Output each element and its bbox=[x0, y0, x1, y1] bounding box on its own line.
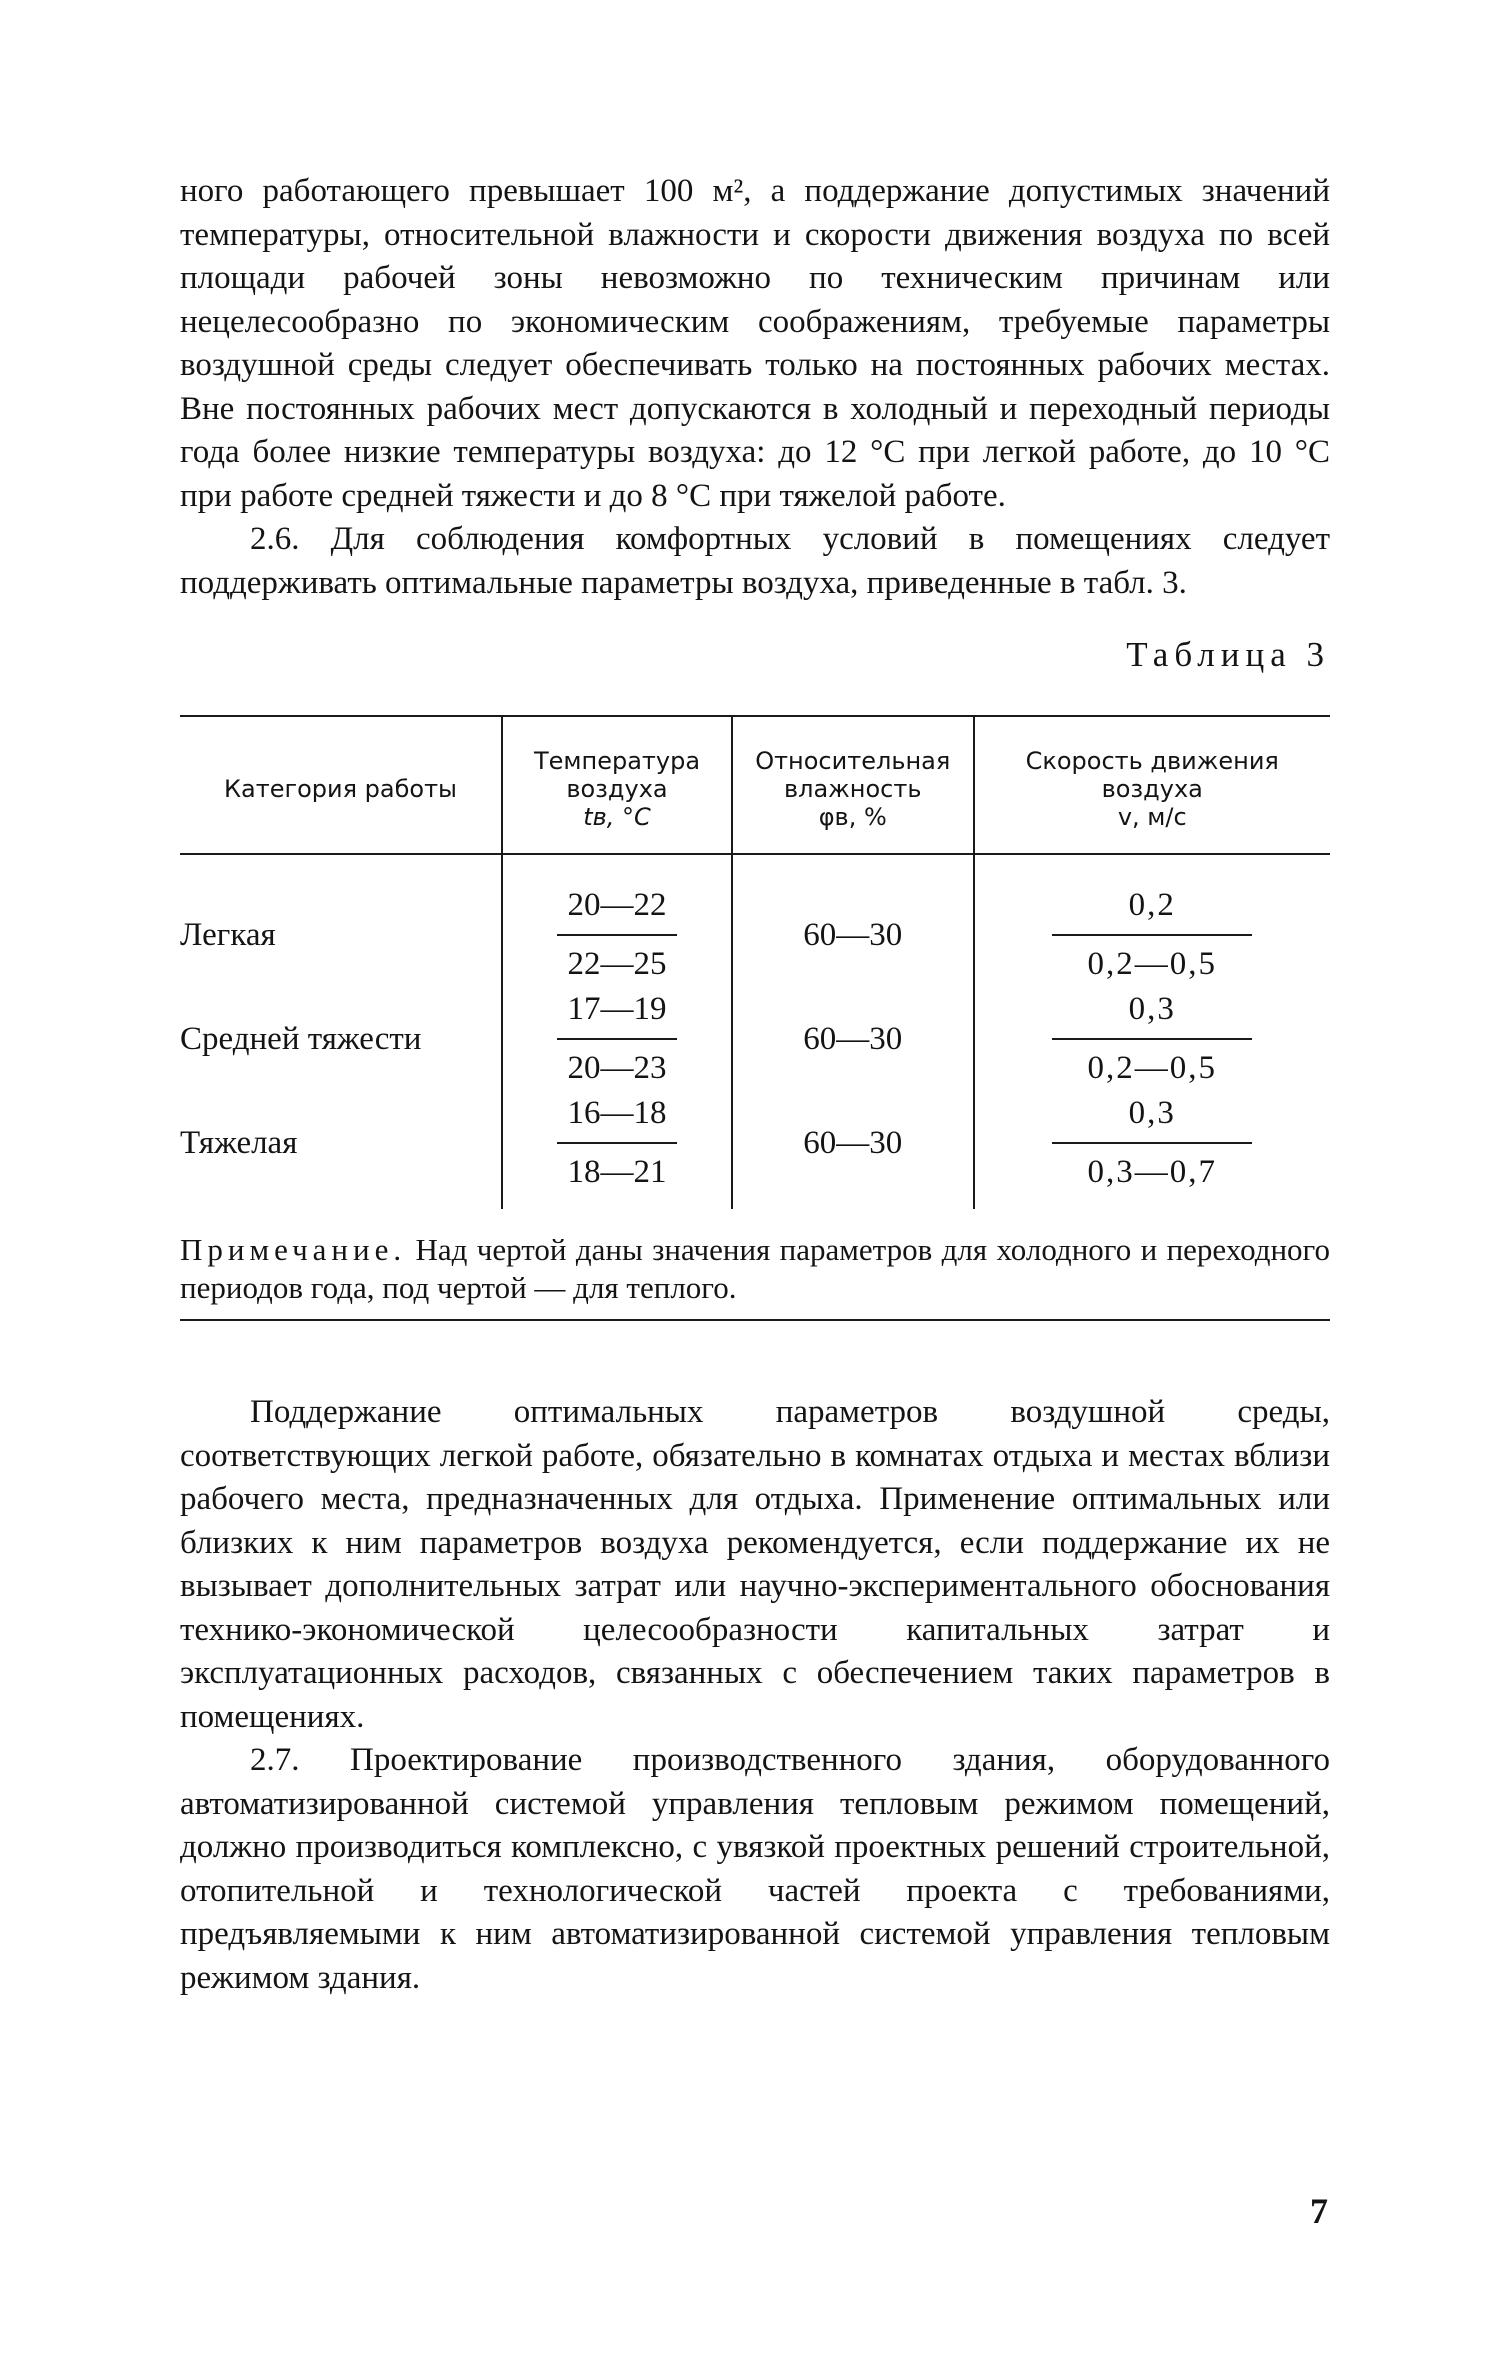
temp-cold-value: 17—19 bbox=[557, 987, 677, 1040]
table-row bbox=[180, 987, 1330, 1091]
header-speed-unit: v, м/с bbox=[1117, 803, 1187, 831]
row-speed bbox=[974, 987, 1331, 1091]
temp-cold-value: 20—22 bbox=[557, 883, 677, 936]
paragraph-continuation: ного работающего превышает 100 м², а поддержание допустимых значений температуры, относительной влажности и скорости движения воздуха по всей площади рабочей зоны невозможно по техническим причинам или нецелесообразно по экономическим соображениям, требуемые параметры воздушной среды следует обеспечивать только на постоянных рабочих местах. Вне постоянных рабочих мест допускаются в холодный и переходный периоды года более низкие температуры воздуха: до 12 °С при легкой работе, до 10 °С при работе средней тяжести и до 8 °С при тяжелой работе. bbox=[180, 173, 1330, 514]
note-text: Над чертой даны значения параметров для холодного и переходного периодов года, под чертой — для теплого. bbox=[180, 1232, 1331, 1305]
row-temperature bbox=[502, 1091, 732, 1209]
table-3 bbox=[180, 715, 1330, 1209]
header-category bbox=[180, 716, 502, 854]
row-category: Тяжелая bbox=[180, 1124, 298, 1161]
temp-warm-value: 22—25 bbox=[567, 946, 667, 982]
row-category: Легкая bbox=[180, 916, 276, 953]
row-category: Средней тяжести bbox=[180, 1020, 422, 1057]
temp-cold-value: 16—18 bbox=[557, 1091, 677, 1144]
temp-warm-value: 20—23 bbox=[567, 1050, 667, 1086]
page-content bbox=[180, 170, 1330, 2000]
row-speed bbox=[974, 854, 1331, 987]
header-category-label: Категория работы bbox=[223, 775, 458, 803]
row-humidity: 60—30 bbox=[732, 854, 974, 987]
table-note bbox=[180, 1231, 1330, 1321]
header-speed bbox=[974, 716, 1331, 854]
temp-warm-value: 18—21 bbox=[567, 1154, 667, 1190]
header-humidity-label: Относительная влажность bbox=[755, 747, 951, 803]
header-temperature bbox=[502, 716, 732, 854]
speed-warm-value: 0,3—0,7 bbox=[1087, 1154, 1217, 1190]
paragraph-optimal-parameters: Поддержание оптимальных параметров воздушной среды, соответствующих легкой работе, обязательно в комнатах отдыха и местах вблизи рабочего места, предназначенных для отдыха. Применение оптимальных или близких к ним параметров воздуха рекомендуется, если поддержание их не вызывает дополнительных затрат или научно-экспериментального обоснования технико-экономической целесообразности капитальных затрат и эксплуатационных расходов, связанных с обеспечением таких параметров в помещениях. bbox=[180, 1394, 1330, 1735]
speed-warm-value: 0,2—0,5 bbox=[1087, 1050, 1217, 1086]
table-header-row bbox=[180, 716, 1330, 854]
header-humidity-unit: φв, % bbox=[818, 803, 887, 831]
row-humidity: 60—30 bbox=[732, 987, 974, 1091]
header-temperature-label: Температура воздуха bbox=[533, 747, 701, 803]
table-row bbox=[180, 854, 1330, 987]
note-label: Примечание. bbox=[180, 1232, 407, 1267]
paragraph-2-6: 2.6. Для соблюдения комфортных условий в помещениях следует поддерживать оптимальные параметры воздуха, приведенные в табл. 3. bbox=[180, 521, 1330, 601]
speed-cold-value: 0,3 bbox=[1052, 1091, 1252, 1144]
paragraph-2-7: 2.7. Проектирование производственного здания, оборудованного автоматизированной системой управления тепловым режимом помещений, должно производиться комплексно, с увязкой проектных решений строительной, отопительной и технологической частей проекта с требованиями, предъявляемыми к ним автоматизированной системой управления тепловым режимом здания. bbox=[180, 1742, 1330, 1996]
row-temperature bbox=[502, 987, 732, 1091]
header-temperature-unit: tв, °С bbox=[583, 803, 651, 831]
row-humidity: 60—30 bbox=[732, 1091, 974, 1209]
table-row bbox=[180, 1091, 1330, 1209]
row-temperature bbox=[502, 854, 732, 987]
speed-cold-value: 0,3 bbox=[1052, 987, 1252, 1040]
table-title: Таблица 3 bbox=[1126, 635, 1330, 674]
row-speed bbox=[974, 1091, 1331, 1209]
speed-warm-value: 0,2—0,5 bbox=[1087, 946, 1217, 982]
speed-cold-value: 0,2 bbox=[1052, 883, 1252, 936]
header-speed-label: Скорость движения воздуха bbox=[1025, 747, 1279, 803]
header-humidity bbox=[732, 716, 974, 854]
page-number: 7 bbox=[1310, 2191, 1328, 2231]
